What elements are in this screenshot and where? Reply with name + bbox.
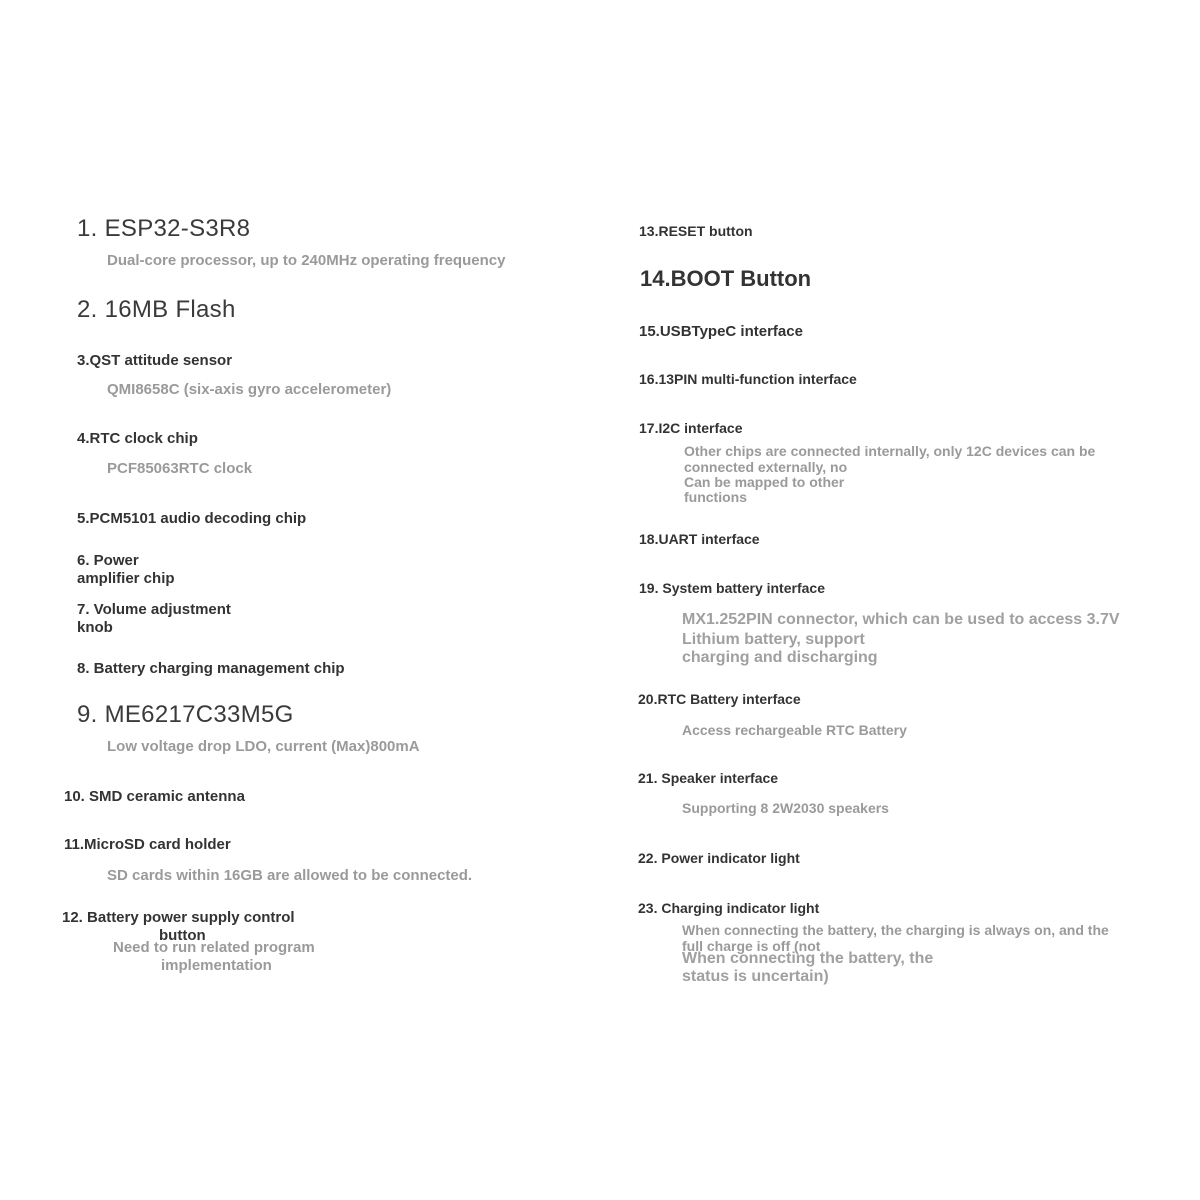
item-12-title-line2: button <box>159 927 206 944</box>
item-23-desc-line4: status is uncertain) <box>682 968 829 985</box>
item-2-title: 2. 16MB Flash <box>77 296 236 323</box>
item-19-title: 19. System battery interface <box>639 580 825 596</box>
item-21-title: 21. Speaker interface <box>638 770 779 786</box>
item-13-title: 13.RESET button <box>639 223 753 239</box>
item-12-desc-line1: Need to run related program <box>113 939 315 956</box>
item-19-desc-line3: charging and discharging <box>682 649 878 666</box>
item-22-title: 22. Power indicator light <box>638 850 800 866</box>
item-11-title: 11.MicroSD card holder <box>64 836 231 853</box>
item-19-desc-line1: MX1.252PIN connector, which can be used to access 3.7V <box>682 611 1120 628</box>
item-12-desc-line2: implementation <box>161 957 272 974</box>
item-7-title-line1: 7. Volume adjustment <box>77 601 231 618</box>
item-23-desc-line2: full charge is off (not <box>682 938 821 954</box>
item-19-desc-line2: Lithium battery, support <box>682 631 865 648</box>
item-14-title: 14.BOOT Button <box>640 266 812 291</box>
item-17-title: 17.I2C interface <box>639 420 743 436</box>
item-17-desc-line4: functions <box>684 489 747 505</box>
item-15-title: 15.USBTypeC interface <box>639 323 803 340</box>
item-6-title-line1: 6. Power <box>77 552 139 569</box>
item-18-title: 18.UART interface <box>639 531 760 547</box>
item-1-title: 1. ESP32-S3R8 <box>77 215 251 242</box>
item-3-desc: QMI8658C (six-axis gyro accelerometer) <box>107 381 392 398</box>
item-5-title: 5.PCM5101 audio decoding chip <box>77 510 307 527</box>
item-1-desc: Dual-core processor, up to 240MHz operating frequency <box>107 252 506 269</box>
item-3-title: 3.QST attitude sensor <box>77 352 233 369</box>
item-23-desc-line1: When connecting the battery, the charging is always on, and the <box>682 922 1109 938</box>
item-17-desc-line3: Can be mapped to other <box>684 474 845 490</box>
item-4-title: 4.RTC clock chip <box>77 430 198 447</box>
item-23-title: 23. Charging indicator light <box>638 900 820 916</box>
item-8-title: 8. Battery charging management chip <box>77 660 345 677</box>
item-6-title-line2: amplifier chip <box>77 570 175 587</box>
item-11-desc: SD cards within 16GB are allowed to be connected. <box>107 867 473 884</box>
item-4-desc: PCF85063RTC clock <box>107 460 253 477</box>
item-20-desc: Access rechargeable RTC Battery <box>682 722 907 738</box>
item-9-desc: Low voltage drop LDO, current (Max)800mA <box>107 738 420 755</box>
item-17-desc-line1: Other chips are connected internally, only 12C devices can be <box>684 443 1096 459</box>
item-23-desc-line3: When connecting the battery, the <box>682 950 934 967</box>
item-16-title: 16.13PIN multi-function interface <box>639 371 857 387</box>
item-21-desc: Supporting 8 2W2030 speakers <box>682 800 889 816</box>
item-10-title: 10. SMD ceramic antenna <box>64 788 245 805</box>
item-17-desc-line2: connected externally, no <box>684 459 848 475</box>
item-20-title: 20.RTC Battery interface <box>638 691 801 707</box>
item-9-title: 9. ME6217C33M5G <box>77 701 294 728</box>
item-7-title-line2: knob <box>77 619 113 636</box>
item-12-title-line1: 12. Battery power supply control <box>62 909 295 926</box>
